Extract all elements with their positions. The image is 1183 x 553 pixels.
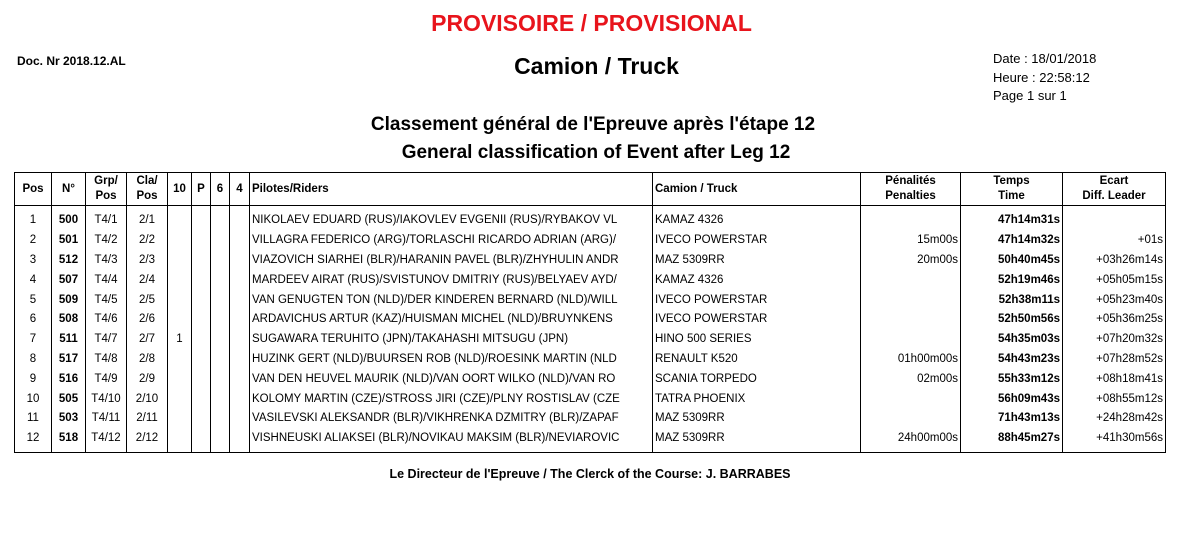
cell-6 [211,231,230,251]
cell-4 [230,310,250,330]
cell-riders: ARDAVICHUS ARTUR (KAZ)/HUISMAN MICHEL (NLD)/BRUYNKENS [250,310,653,330]
cell-6 [211,369,230,389]
cell-time: 54h35m03s [961,330,1063,350]
col-vehicle: Camion / Truck [653,173,861,206]
report-date: Date : 18/01/2018 [993,51,1097,66]
table-row [15,409,1166,429]
cell-number: 500 [52,206,86,231]
cell-pos: 7 [15,330,52,350]
cell-number: 509 [52,290,86,310]
page-indicator: Page 1 sur 1 [993,88,1067,103]
col-4: 4 [230,173,250,206]
cell-vehicle: IVECO POWERSTAR [653,231,861,251]
cell-group-pos: T4/12 [86,429,127,452]
cell-time: 55h33m12s [961,369,1063,389]
cell-time: 71h43m13s [961,409,1063,429]
title-english: General classification of Event after Leg 12 [401,142,791,163]
cell-time: 52h38m11s [961,290,1063,310]
cell-pos: 1 [15,206,52,231]
cell-time: 88h45m27s [961,429,1063,452]
cell-10 [168,350,192,370]
cell-number: 517 [52,350,86,370]
cell-class-pos: 2/5 [127,290,168,310]
cell-gap: +05h23m40s [1063,290,1166,310]
table-row [15,350,1166,370]
cell-pos: 12 [15,429,52,452]
cell-class-pos: 2/12 [127,429,168,452]
cell-pos: 5 [15,290,52,310]
cell-group-pos: T4/6 [86,310,127,330]
cell-gap: +08h18m41s [1063,369,1166,389]
cell-10 [168,206,192,231]
cell-p [192,350,211,370]
title-french: Classement général de l'Epreuve après l'étape 12 [370,114,816,135]
cell-penalties: 24h00m00s [861,429,961,452]
cell-10 [168,251,192,271]
cell-p [192,429,211,452]
col-pos: Pos [15,173,52,206]
cell-group-pos: T4/10 [86,389,127,409]
cell-riders: VAN DEN HEUVEL MAURIK (NLD)/VAN OORT WILKO (NLD)/VAN RO [250,369,653,389]
cell-penalties [861,310,961,330]
col-penalties: Pénalités Penalties [861,173,961,206]
cell-p [192,206,211,231]
cell-10 [168,310,192,330]
cell-number: 507 [52,270,86,290]
cell-penalties: 01h00m00s [861,350,961,370]
cell-gap: +24h28m42s [1063,409,1166,429]
col-time: Temps Time [961,173,1063,206]
cell-penalties: 15m00s [861,231,961,251]
cell-class-pos: 2/10 [127,389,168,409]
cell-vehicle: RENAULT K520 [653,350,861,370]
cell-pos: 4 [15,270,52,290]
cell-gap: +01s [1063,231,1166,251]
cell-vehicle: KAMAZ 4326 [653,206,861,231]
cell-riders: MARDEEV AIRAT (RUS)/SVISTUNOV DMITRIY (RUS)/BELYAEV AYD/ [250,270,653,290]
cell-group-pos: T4/4 [86,270,127,290]
cell-group-pos: T4/3 [86,251,127,271]
cell-vehicle: HINO 500 SERIES [653,330,861,350]
col-p: P [192,173,211,206]
cell-6 [211,270,230,290]
col-6: 6 [211,173,230,206]
classification-table [14,172,1166,453]
cell-number: 518 [52,429,86,452]
cell-number: 505 [52,389,86,409]
cell-group-pos: T4/7 [86,330,127,350]
cell-group-pos: T4/8 [86,350,127,370]
cell-time: 52h50m56s [961,310,1063,330]
cell-class-pos: 2/6 [127,310,168,330]
cell-4 [230,290,250,310]
cell-10 [168,290,192,310]
table-row [15,310,1166,330]
cell-group-pos: T4/1 [86,206,127,231]
cell-4 [230,231,250,251]
cell-class-pos: 2/8 [127,350,168,370]
table-row [15,231,1166,251]
document-number: Doc. Nr 2018.12.AL [17,54,126,68]
cell-number: 503 [52,409,86,429]
cell-6 [211,290,230,310]
cell-group-pos: T4/5 [86,290,127,310]
col-class-pos: Cla/ Pos [127,173,168,206]
cell-gap: +05h05m15s [1063,270,1166,290]
cell-4 [230,409,250,429]
cell-number: 512 [52,251,86,271]
cell-number: 511 [52,330,86,350]
table-row [15,389,1166,409]
cell-gap: +41h30m56s [1063,429,1166,452]
table-header-row [15,173,1166,206]
cell-pos: 3 [15,251,52,271]
cell-penalties: 20m00s [861,251,961,271]
cell-6 [211,429,230,452]
cell-number: 501 [52,231,86,251]
cell-vehicle: SCANIA TORPEDO [653,369,861,389]
cell-4 [230,206,250,231]
cell-gap: +03h26m14s [1063,251,1166,271]
footer-director: Le Directeur de l'Epreuve / The Clerck of the Course: J. BARRABES [389,467,791,481]
cell-gap: +08h55m12s [1063,389,1166,409]
col-riders: Pilotes/Riders [250,173,653,206]
cell-p [192,330,211,350]
cell-4 [230,330,250,350]
cell-10 [168,389,192,409]
cell-pos: 2 [15,231,52,251]
table-row [15,290,1166,310]
cell-class-pos: 2/9 [127,369,168,389]
cell-pos: 8 [15,350,52,370]
cell-p [192,231,211,251]
cell-riders: HUZINK GERT (NLD)/BUURSEN ROB (NLD)/ROESINK MARTIN (NLD [250,350,653,370]
cell-penalties [861,206,961,231]
provisional-banner: PROVISOIRE / PROVISIONAL [431,10,752,36]
table-row [15,251,1166,271]
col-number: N° [52,173,86,206]
cell-vehicle: MAZ 5309RR [653,409,861,429]
cell-4 [230,350,250,370]
cell-10 [168,409,192,429]
cell-6 [211,350,230,370]
cell-class-pos: 2/4 [127,270,168,290]
cell-4 [230,389,250,409]
cell-riders: NIKOLAEV EDUARD (RUS)/IAKOVLEV EVGENII (RUS)/RYBAKOV VL [250,206,653,231]
table-row [15,369,1166,389]
cell-vehicle: TATRA PHOENIX [653,389,861,409]
cell-gap: +07h28m52s [1063,350,1166,370]
cell-vehicle: MAZ 5309RR [653,251,861,271]
col-10: 10 [168,173,192,206]
cell-gap [1063,206,1166,231]
cell-p [192,290,211,310]
cell-4 [230,429,250,452]
cell-6 [211,389,230,409]
cell-time: 56h09m43s [961,389,1063,409]
cell-number: 508 [52,310,86,330]
cell-time: 50h40m45s [961,251,1063,271]
cell-riders: VILLAGRA FEDERICO (ARG)/TORLASCHI RICARDO ADRIAN (ARG)/ [250,231,653,251]
cell-10 [168,270,192,290]
cell-riders: VIAZOVICH SIARHEI (BLR)/HARANIN PAVEL (BLR)/ZHYHULIN ANDR [250,251,653,271]
cell-group-pos: T4/11 [86,409,127,429]
cell-class-pos: 2/1 [127,206,168,231]
cell-class-pos: 2/2 [127,231,168,251]
cell-gap: +05h36m25s [1063,310,1166,330]
cell-riders: VISHNEUSKI ALIAKSEI (BLR)/NOVIKAU MAKSIM (BLR)/NEVIAROVIC [250,429,653,452]
cell-pos: 10 [15,389,52,409]
cell-10 [168,429,192,452]
cell-10: 1 [168,330,192,350]
cell-p [192,270,211,290]
cell-p [192,389,211,409]
cell-group-pos: T4/9 [86,369,127,389]
cell-6 [211,251,230,271]
cell-riders: KOLOMY MARTIN (CZE)/STROSS JIRI (CZE)/PLNY ROSTISLAV (CZE [250,389,653,409]
cell-time: 54h43m23s [961,350,1063,370]
cell-6 [211,310,230,330]
cell-p [192,409,211,429]
cell-pos: 6 [15,310,52,330]
cell-p [192,369,211,389]
cell-vehicle: IVECO POWERSTAR [653,310,861,330]
cell-riders: VASILEVSKI ALEKSANDR (BLR)/VIKHRENKA DZMITRY (BLR)/ZAPAF [250,409,653,429]
cell-p [192,251,211,271]
cell-penalties: 02m00s [861,369,961,389]
cell-pos: 11 [15,409,52,429]
cell-penalties [861,330,961,350]
cell-4 [230,369,250,389]
col-gap: Ecart Diff. Leader [1063,173,1166,206]
cell-6 [211,330,230,350]
report-time: Heure : 22:58:12 [993,69,1090,85]
cell-p [192,310,211,330]
cell-riders: SUGAWARA TERUHITO (JPN)/TAKAHASHI MITSUGU (JPN) [250,330,653,350]
cell-riders: VAN GENUGTEN TON (NLD)/DER KINDEREN BERNARD (NLD)/WILL [250,290,653,310]
cell-gap: +07h20m32s [1063,330,1166,350]
category-title: Camion / Truck [514,53,679,79]
cell-number: 516 [52,369,86,389]
table-row [15,270,1166,290]
date-block [993,50,1096,106]
cell-10 [168,231,192,251]
cell-pos: 9 [15,369,52,389]
cell-penalties [861,389,961,409]
cell-vehicle: MAZ 5309RR [653,429,861,452]
cell-class-pos: 2/11 [127,409,168,429]
col-group-pos: Grp/ Pos [86,173,127,206]
cell-penalties [861,270,961,290]
cell-class-pos: 2/7 [127,330,168,350]
table-row [15,429,1166,452]
cell-time: 52h19m46s [961,270,1063,290]
cell-group-pos: T4/2 [86,231,127,251]
table-row [15,206,1166,231]
cell-6 [211,206,230,231]
cell-4 [230,251,250,271]
cell-class-pos: 2/3 [127,251,168,271]
table-row [15,330,1166,350]
cell-vehicle: KAMAZ 4326 [653,270,861,290]
cell-penalties [861,409,961,429]
cell-time: 47h14m31s [961,206,1063,231]
cell-4 [230,270,250,290]
cell-10 [168,369,192,389]
cell-penalties [861,290,961,310]
cell-6 [211,409,230,429]
cell-time: 47h14m32s [961,231,1063,251]
cell-vehicle: IVECO POWERSTAR [653,290,861,310]
